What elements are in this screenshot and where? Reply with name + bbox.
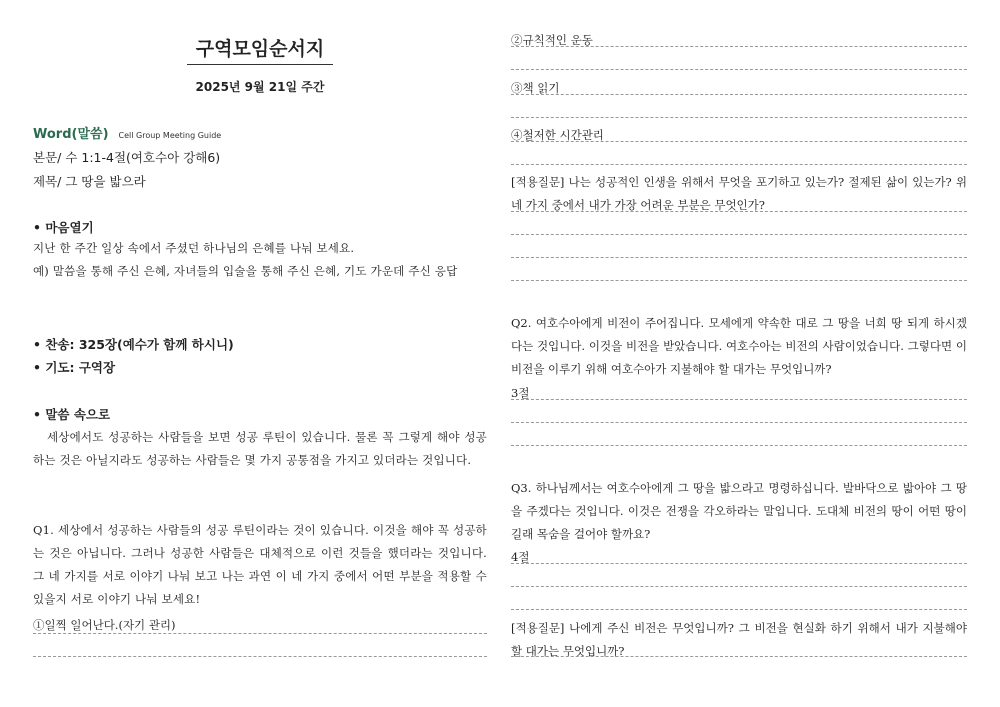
q1-item-1: ①일찍 일어난다.(자기 관리) bbox=[33, 618, 176, 632]
answer-line[interactable] bbox=[511, 141, 967, 142]
answer-line[interactable] bbox=[511, 46, 967, 47]
subject-line: 제목/ 그 땅을 밟으라 bbox=[33, 174, 146, 189]
opening-text2: 예) 말씀을 통해 주신 은혜, 자녀들의 입술을 통해 주신 은혜, 기도 가운데 주신 응답 bbox=[33, 264, 458, 278]
q2-ref: 3절 bbox=[511, 386, 530, 400]
answer-line[interactable] bbox=[511, 422, 967, 423]
apply-question-2: [적용질문] 나에게 주신 비전은 무엇입니까? 그 비전을 현실화 하기 위해서 내가 지불해야 할 대가는 무엇입니까? bbox=[511, 621, 967, 658]
word-subheading: Cell Group Meeting Guide bbox=[118, 131, 222, 140]
q3-ref: 4절 bbox=[511, 550, 530, 564]
answer-line[interactable] bbox=[511, 69, 967, 70]
answer-line[interactable] bbox=[511, 656, 967, 657]
in-word-intro: 세상에서도 성공하는 사람들을 보면 성공 루틴이 있습니다. 물론 꼭 그렇게 해야 성공하는 것은 아닐지라도 성공하는 사람들은 몇 가지 공통점을 가지고 있더라는 것입니다. bbox=[33, 430, 487, 467]
apply-question-1: [적용질문] 나는 성공적인 인생을 위해서 무엇을 포기하고 있는가? 절제된 삶이 있는가? 위 네 가지 중에서 내가 가장 어려운 부분은 무엇인가? bbox=[511, 175, 967, 212]
q3-text: Q3. 하나님께서는 여호수아에게 그 땅을 밟으라고 명령하십니다. 발바닥으로 밟아야 그 땅을 주겠다는 것입니다. 이것은 전쟁을 각오하라는 말입니다. 도대체 비전의 땅이 어떤 땅이길래 목숨을 걸어야 할까요? bbox=[511, 481, 967, 541]
word-heading bbox=[33, 123, 221, 142]
hymn-line: • 찬송: 325장(예수가 함께 하시니) bbox=[33, 337, 234, 352]
answer-line[interactable] bbox=[511, 211, 967, 212]
in-word-heading: • 말씀 속으로 bbox=[33, 407, 111, 422]
answer-line[interactable] bbox=[511, 399, 967, 400]
answer-line[interactable] bbox=[511, 257, 967, 258]
q2-text: Q2. 여호수아에게 비전이 주어집니다. 모세에게 약속한 대로 그 땅을 너희 땅 되게 하시겠다는 것입니다. 이것을 비전을 받았습니다. 여호수아는 비전의 사람이었습니다. 그렇다면 이 비전을 이루기 위해 여호수아가 지불해야 할 대가는 무엇입니까? bbox=[511, 316, 967, 376]
q1-item-3: ③책 읽기 bbox=[511, 81, 560, 95]
answer-line[interactable] bbox=[511, 234, 967, 235]
answer-line[interactable] bbox=[511, 164, 967, 165]
answer-line[interactable] bbox=[511, 586, 967, 587]
answer-line[interactable] bbox=[33, 633, 487, 634]
opening-text1: 지난 한 주간 일상 속에서 주셨던 하나님의 은혜를 나눠 보세요. bbox=[33, 241, 355, 255]
word-heading-label: Word(말씀) bbox=[33, 127, 109, 142]
q1-text: Q1. 세상에서 성공하는 사람들의 성공 루틴이라는 것이 있습니다. 이것을 해야 꼭 성공하는 것은 아닙니다. 그러나 성공한 사람들은 대체적으로 이런 것들을 했더라는 것입니다. 그 네 가지를 서로 이야기 나눠 보고 나는 과연 이 네 가지 중에서 어떤 부분을 적용할 수 있을지 서로 이야기 나눠 보세요! bbox=[33, 523, 487, 606]
q1-item-4: ④철저한 시간관리 bbox=[511, 128, 604, 142]
scripture-line: 본문/ 수 1:1-4절(여호수아 강해6) bbox=[33, 150, 221, 165]
answer-line[interactable] bbox=[511, 445, 967, 446]
answer-line[interactable] bbox=[511, 117, 967, 118]
week-date: 2025년 9월 21일 주간 bbox=[195, 80, 325, 94]
answer-line[interactable] bbox=[511, 609, 967, 610]
opening-heading: • 마음열기 bbox=[33, 220, 94, 235]
q1-item-2: ②규칙적인 운동 bbox=[511, 33, 593, 47]
answer-line[interactable] bbox=[511, 94, 967, 95]
page-title: 구역모임순서지 bbox=[187, 34, 333, 65]
answer-line[interactable] bbox=[511, 280, 967, 281]
prayer-line: • 기도: 구역장 bbox=[33, 360, 116, 375]
answer-line[interactable] bbox=[33, 656, 487, 657]
answer-line[interactable] bbox=[511, 563, 967, 564]
